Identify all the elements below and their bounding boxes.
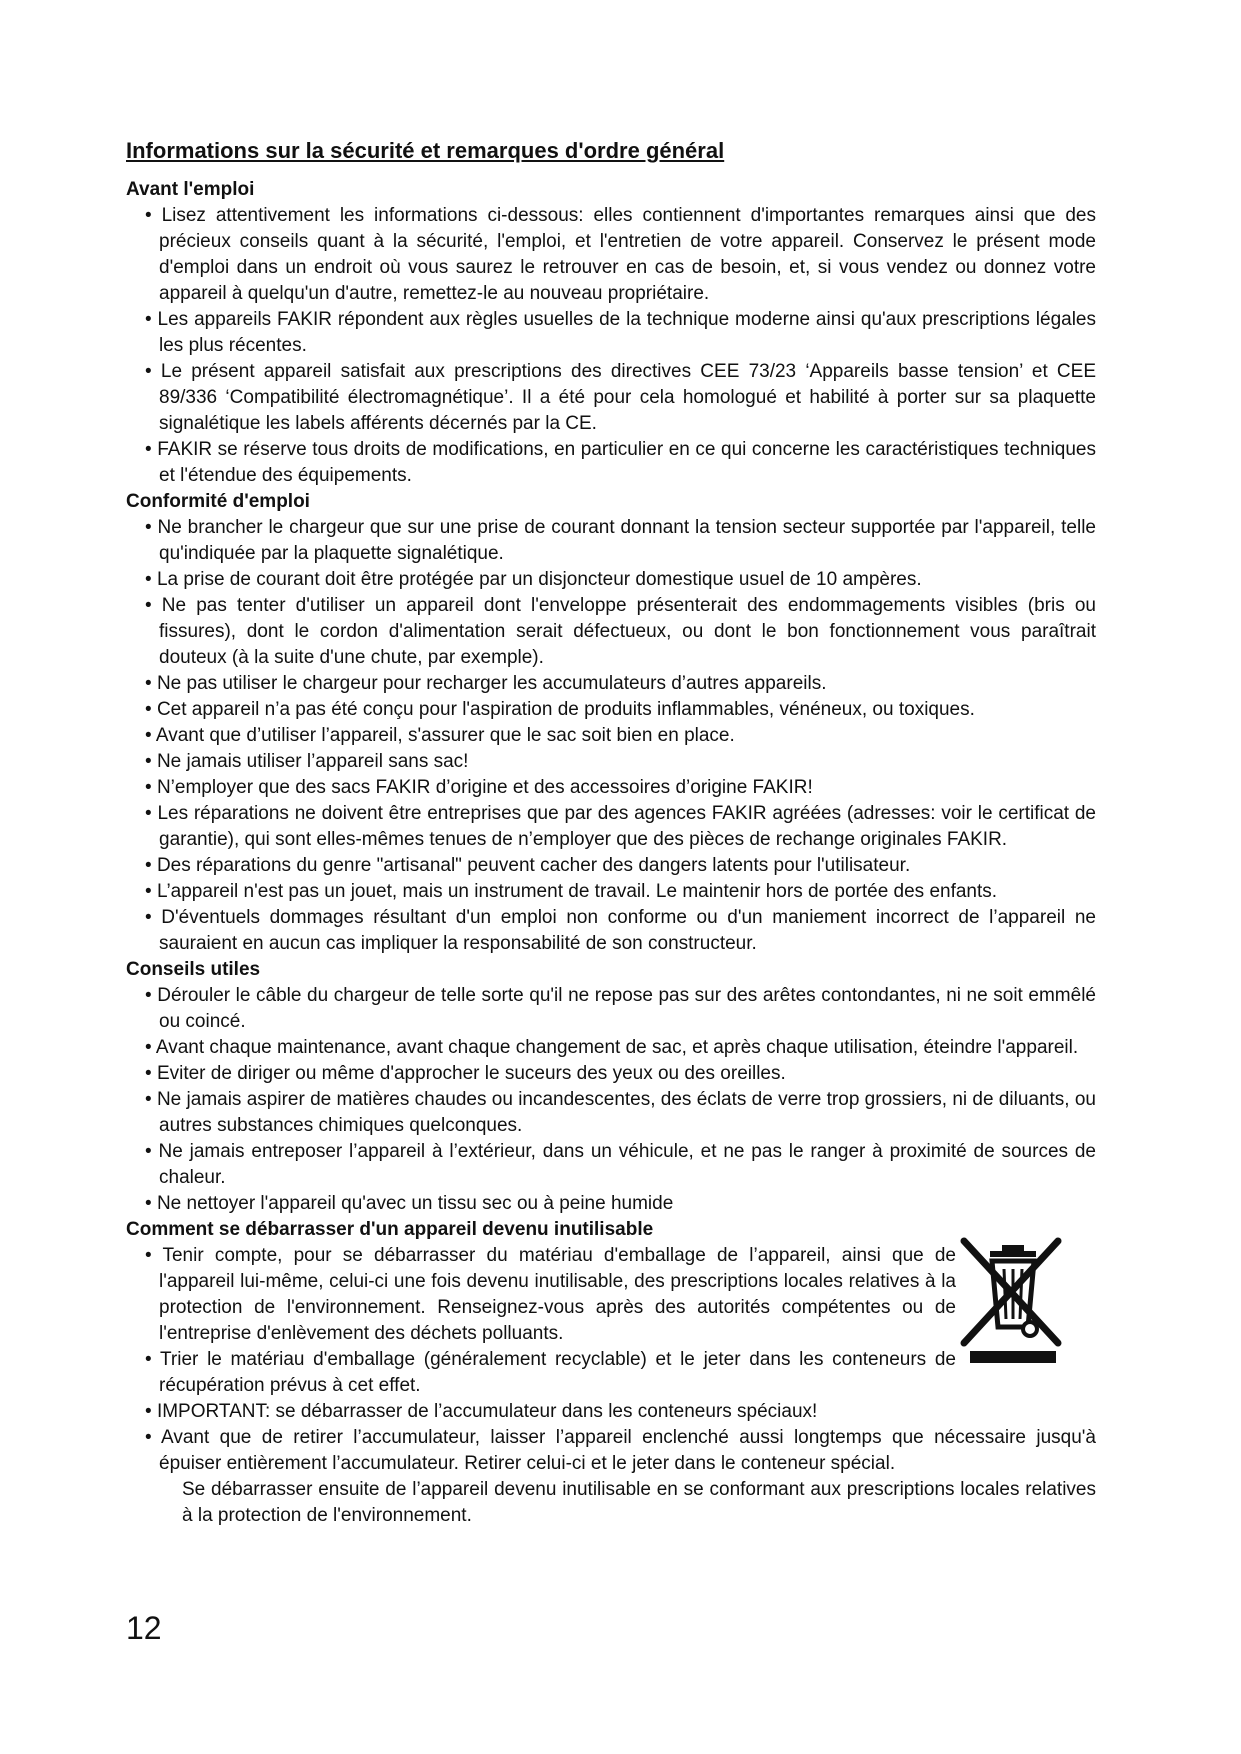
list-item: • Ne brancher le chargeur que sur une prise de courant donnant la tension secteur supportée par l'appareil, telle qu'indiquée par la plaquette signalétique. (126, 515, 1096, 567)
list-item: • IMPORTANT: se débarrasser de l’accumulateur dans les conteneurs spéciaux! (126, 1399, 1096, 1425)
list-item: • Avant que d’utiliser l’appareil, s'assurer que le sac soit bien en place. (126, 723, 1096, 749)
crossed-out-wheelie-bin-icon (958, 1235, 1068, 1367)
list-item: • Les appareils FAKIR répondent aux règles usuelles de la technique moderne ainsi qu'aux prescriptions légales les plus récentes. (126, 307, 1096, 359)
list-item: • N’employer que des sacs FAKIR d’origine et des accessoires d’origine FAKIR! (126, 775, 1096, 801)
list-item: • La prise de courant doit être protégée par un disjoncteur domestique usuel de 10 ampères. (126, 567, 1096, 593)
disposal-continuation: Se débarrasser ensuite de l’appareil devenu inutilisable en se conformant aux prescriptions locales relatives à la protection de l'environnement. (182, 1479, 1096, 1526)
list-item: • Ne nettoyer l'appareil qu'avec un tissu sec ou à peine humide (126, 1191, 1096, 1217)
page-content (126, 137, 1096, 1529)
list-item: • Dérouler le câble du chargeur de telle sorte qu'il ne repose pas sur des arêtes contondantes, ni ne soit emmêlé ou coincé. (126, 983, 1096, 1035)
list-item: • Le présent appareil satisfait aux prescriptions des directives CEE 73/23 ‘Appareils basse tension’ et CEE 89/336 ‘Compatibilité électromagnétique’. Il a été pour cela homologué et habilité à porter sur sa plaquette signalétique les labels afférents décernés par la CE. (126, 359, 1096, 437)
list-item: • Tenir compte, pour se débarrasser du matériau d'emballage de l’appareil, ainsi que de l'appareil lui-même, celui-ci une fois devenu inutilisable, des prescriptions locales relatives à la protection de l'environnement. Renseignez-vous après des autorités compétentes ou de l'entreprise d'enlèvement des déchets polluants. (126, 1243, 956, 1347)
list-disposal-narrow (126, 1243, 1096, 1399)
page-number: 12 (126, 1610, 162, 1646)
list-item: • Eviter de diriger ou même d'approcher le suceurs des yeux ou des oreilles. (126, 1061, 1096, 1087)
section-heading-avant: Avant l'emploi (126, 179, 255, 200)
list-item: • Trier le matériau d'emballage (généralement recyclable) et le jeter dans les conteneurs de récupération prévus à cet effet. (126, 1347, 956, 1399)
list-item: • Ne jamais aspirer de matières chaudes ou incandescentes, des éclats de verre trop grossiers, ni de diluants, ou autres substances chimiques quelconques. (126, 1087, 1096, 1139)
section-heading-conseils: Conseils utiles (126, 959, 261, 980)
list-conseils (126, 983, 1096, 1217)
list-item: • Avant que de retirer l’accumulateur, laisser l’appareil enclenché aussi longtemps que nécessaire jusqu'à épuiser entièrement l’accumulateur. Retirer celui-ci et le jeter dans le conteneur spécial. (126, 1425, 1096, 1477)
page-title: Informations sur la sécurité et remarques d'ordre général (126, 138, 725, 163)
list-item: • Des réparations du genre "artisanal" peuvent cacher des dangers latents pour l'utilisateur. (126, 853, 1096, 879)
list-item: • Ne jamais utiliser l’appareil sans sac! (126, 749, 1096, 775)
list-item: • Avant chaque maintenance, avant chaque changement de sac, et après chaque utilisation, éteindre l'appareil. (126, 1035, 1096, 1061)
list-item: • Cet appareil n’a pas été conçu pour l'aspiration de produits inflammables, vénéneux, ou toxiques. (126, 697, 1096, 723)
list-conformite (126, 515, 1096, 957)
list-item: • Ne pas utiliser le chargeur pour recharger les accumulateurs d’autres appareils. (126, 671, 1096, 697)
disposal-section (126, 1217, 1096, 1529)
list-item: • Ne pas tenter d'utiliser un appareil dont l'enveloppe présenterait des endommagements visibles (bris ou fissures), dont le cordon d'alimentation serait défectueux, ou dont le bon fonctionnement vous paraîtrait douteux (à la suite d'une chute, par exemple). (126, 593, 1096, 671)
list-item: • Lisez attentivement les informations ci-dessous: elles contiennent d'importantes remarques ainsi que des précieux conseils quant à la sécurité, l'emploi, et l'entretien de votre appareil. Conservez le présent mode d'emploi dans un endroit où vous saurez le retrouver en cas de besoin, et, si vous vendez ou donnez votre appareil à quelqu'un d'autre, remettez-le au nouveau propriétaire. (126, 203, 1096, 307)
section-heading-disposal: Comment se débarrasser d'un appareil devenu inutilisable (126, 1219, 654, 1240)
list-avant (126, 203, 1096, 489)
list-item: • Les réparations ne doivent être entreprises que par des agences FAKIR agréées (adresses: voir le certificat de garantie), qui sont elles-mêmes tenues de n’employer que des pièces de rechange originales FAKIR. (126, 801, 1096, 853)
list-item: • FAKIR se réserve tous droits de modifications, en particulier en ce qui concerne les caractéristiques techniques et l'étendue des équipements. (126, 437, 1096, 489)
section-heading-conformite: Conformité d'emploi (126, 491, 310, 512)
list-item: • L’appareil n'est pas un jouet, mais un instrument de travail. Le maintenir hors de portée des enfants. (126, 879, 1096, 905)
list-disposal (126, 1399, 1096, 1477)
list-item: • Ne jamais entreposer l’appareil à l’extérieur, dans un véhicule, et ne pas le ranger à proximité de sources de chaleur. (126, 1139, 1096, 1191)
list-item: • D'éventuels dommages résultant d'un emploi non conforme ou d'un maniement incorrect de l’appareil ne sauraient en aucun cas impliquer la responsabilité de son constructeur. (126, 905, 1096, 957)
